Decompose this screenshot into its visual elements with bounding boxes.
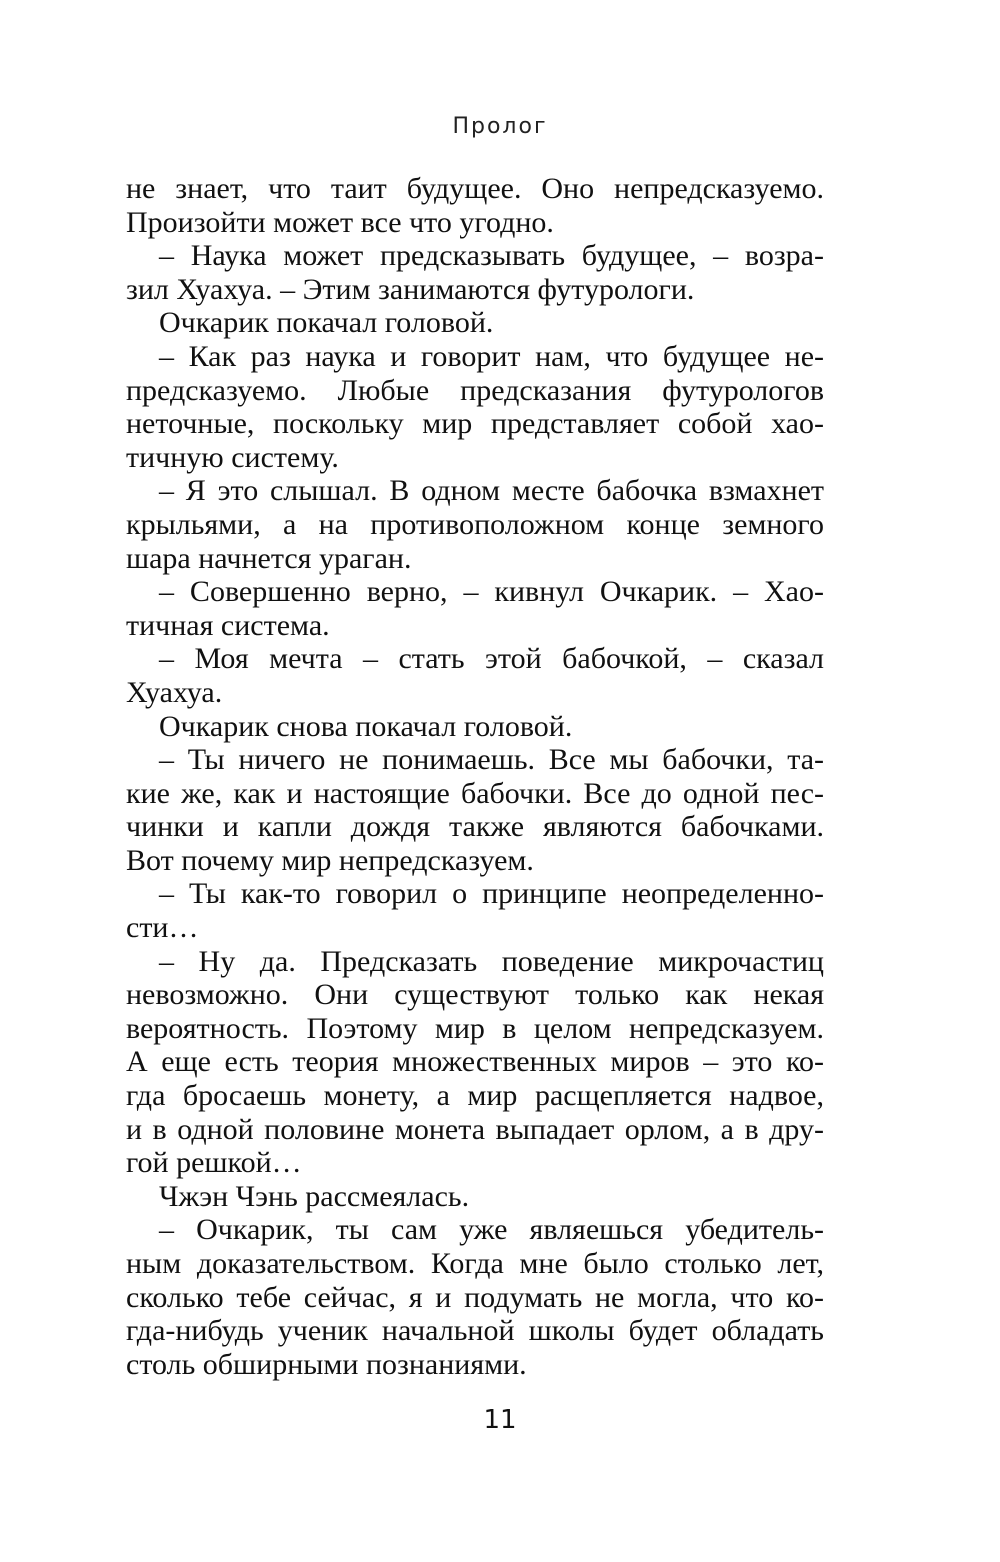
text-line: – Ты как-то говорил о принципе неопределенно- — [159, 877, 824, 911]
text-line: предсказуемо. Любые предсказания футурологов — [126, 373, 824, 407]
text-line: зил Хуахуа. – Этим занимаются футурологи. — [126, 272, 695, 306]
text-line: Очкарик покачал головой. — [159, 306, 494, 340]
text-line: Очкарик снова покачал головой. — [159, 709, 573, 743]
text-line: Вот почему мир непредсказуем. — [126, 843, 534, 877]
text-line: тичную систему. — [126, 440, 339, 474]
text-line: гой решкой… — [126, 1146, 302, 1180]
body-text — [126, 172, 824, 1381]
text-line: не знает, что таит будущее. Оно непредсказуемо. — [126, 172, 824, 205]
text-line: – Я это слышал. В одном месте бабочка взмахнет — [159, 474, 824, 508]
text-line: Хуахуа. — [126, 675, 223, 709]
text-line: крыльями, а на противоположном конце земного — [126, 507, 824, 541]
page-number: 11 — [483, 1405, 517, 1435]
text-line: – Моя мечта – стать этой бабочкой, – сказал — [159, 642, 824, 676]
text-line: – Ты ничего не понимаешь. Все мы бабочки, та- — [159, 743, 824, 777]
text-line: вероятность. Поэтому мир в целом непредсказуем. — [126, 1011, 824, 1045]
text-line: – Наука может предсказывать будущее, – возра- — [159, 239, 824, 273]
text-line: – Совершенно верно, – кивнул Очкарик. – Хао- — [159, 575, 824, 609]
text-line: и в одной половине монета выпадает орлом, а в дру- — [126, 1112, 824, 1146]
text-line: А еще есть теория множественных миров – это ко- — [126, 1045, 824, 1079]
text-line: тичная система. — [126, 608, 330, 642]
text-line: кие же, как и настоящие бабочки. Все до одной пес- — [126, 776, 824, 810]
running-header: Пролог — [452, 114, 548, 139]
text-line: сти… — [126, 911, 199, 945]
text-line: неточные, поскольку мир представляет собой хао- — [126, 407, 824, 441]
text-line: – Ну да. Предсказать поведение микрочастиц — [159, 944, 824, 978]
text-line: – Очкарик, ты сам уже являешься убедитель- — [159, 1213, 824, 1247]
text-line: чинки и капли дождя также являются бабочками. — [126, 810, 824, 844]
text-line: гда бросаешь монету, а мир расщепляется надвое, — [126, 1079, 824, 1113]
text-line: ным доказательством. Когда мне было столько лет, — [126, 1247, 824, 1280]
text-line: сколько тебе сейчас, я и подумать не могла, что ко- — [126, 1280, 824, 1314]
text-line: Чжэн Чэнь рассмеялась. — [159, 1179, 470, 1213]
text-line: невозможно. Они существуют только как некая — [126, 978, 824, 1012]
text-line: шара начнется ураган. — [126, 541, 412, 575]
text-line: – Как раз наука и говорит нам, что будущее не- — [159, 339, 824, 373]
text-line: столь обширными познаниями. — [126, 1347, 527, 1381]
text-line: гда-нибудь ученик начальной школы будет обладать — [126, 1314, 824, 1348]
text-line: Произойти может все что угодно. — [126, 205, 554, 239]
